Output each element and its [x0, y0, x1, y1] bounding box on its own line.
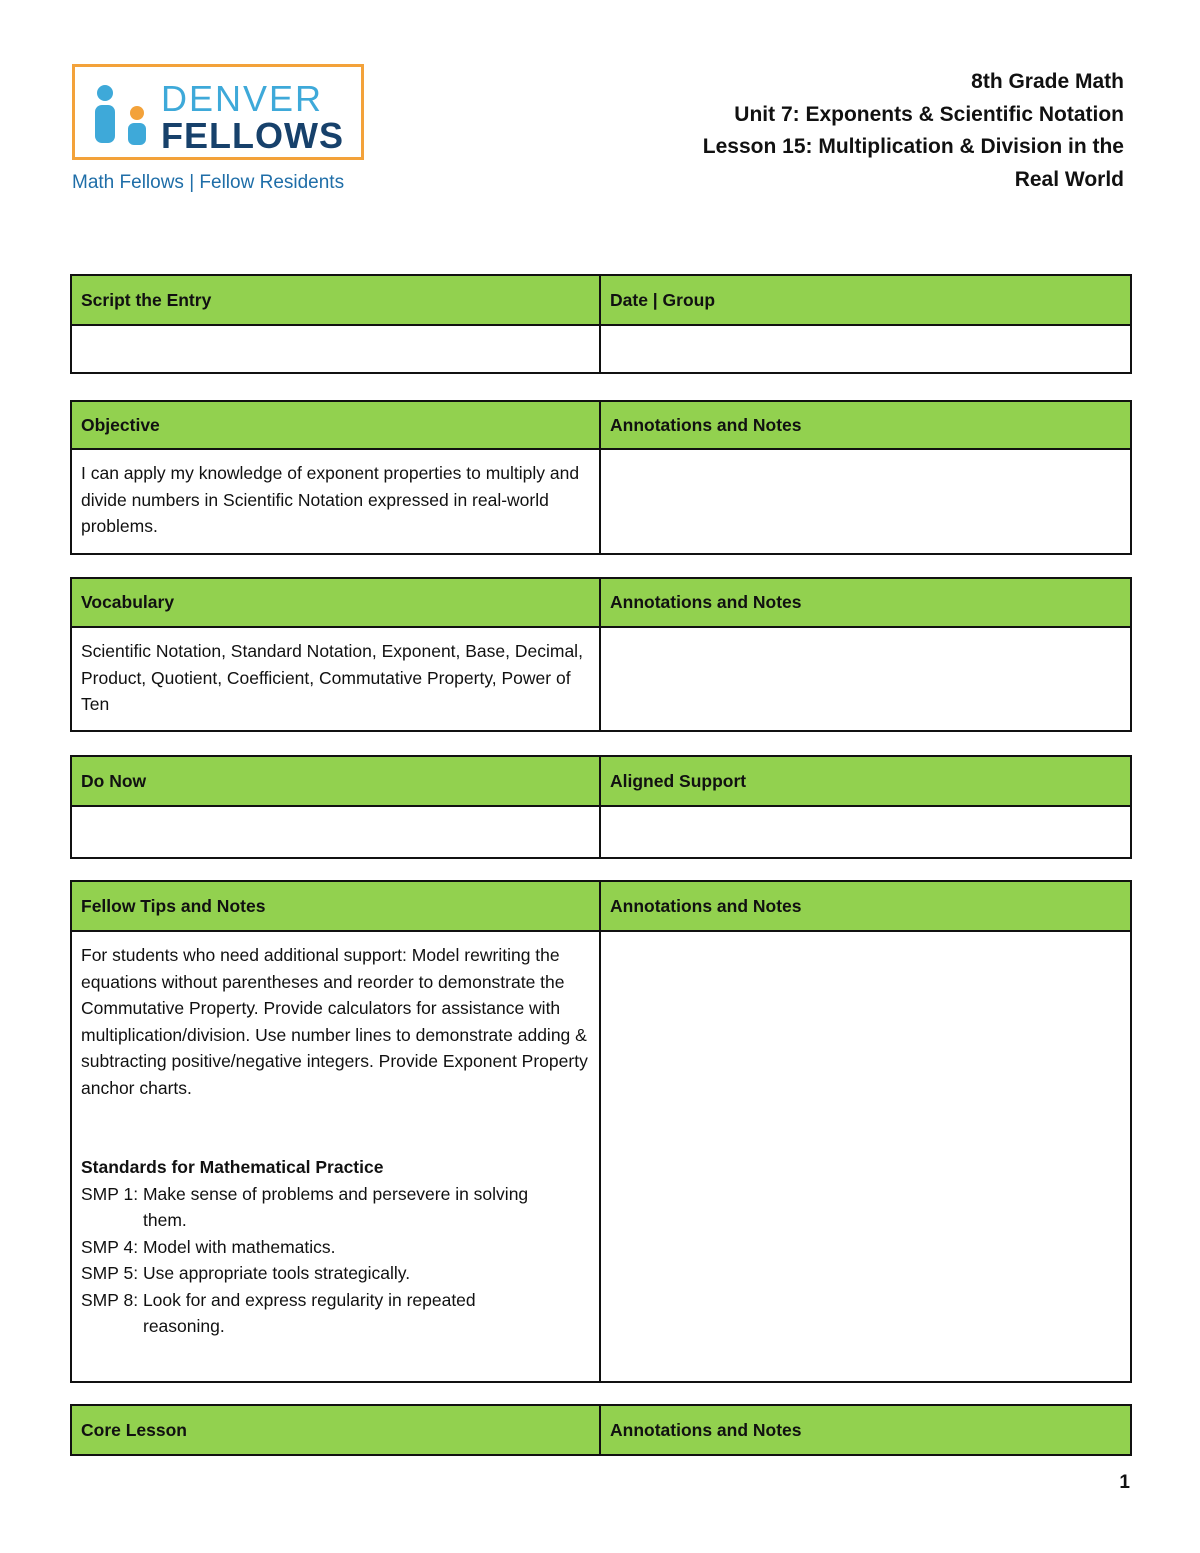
support-text: For students who need additional support: Model rewriting the equations without parentheses and reorder to demonstrate the Commutative Property. Provide calculators for assistance with multiplication/division. Use number lines to demonstrate adding & subtracting positive/negative integers. Provide Exponent Property anchor charts.: [81, 945, 588, 1098]
smp-1-label: SMP 1:: [81, 1183, 139, 1204]
smp-4-label: SMP 4:: [81, 1236, 139, 1257]
logo-denver-text: DENVER: [161, 78, 324, 119]
objective-text: I can apply my knowledge of exponent properties to multiply and divide numbers in Scientific Notation expressed in real-world problems.: [72, 450, 601, 553]
objective-table: [70, 400, 1132, 555]
vocabulary-table: [70, 577, 1132, 732]
core-annotations-header: Annotations and Notes: [601, 1406, 1130, 1454]
logo-fellows-text: FELLOWS: [161, 115, 344, 156]
aligned-support-header: Aligned Support: [601, 757, 1130, 807]
date-group-header: Date | Group: [601, 276, 1130, 326]
tips-annotations-header: Annotations and Notes: [601, 882, 1130, 932]
spacer: [81, 1101, 590, 1154]
tips-header: Fellow Tips and Notes: [72, 882, 601, 932]
tips-annotations-body[interactable]: [601, 932, 1130, 1381]
smp-5: [81, 1260, 590, 1287]
objective-annotations-header: Annotations and Notes: [601, 402, 1130, 450]
tips-table: [70, 880, 1132, 1383]
entry-body[interactable]: [72, 326, 601, 372]
core-lesson-header: Core Lesson: [72, 1406, 601, 1454]
smp-8-text: Look for and express regularity in repeated: [142, 1289, 476, 1310]
logo-tagline: Math Fellows | Fellow Residents: [72, 172, 345, 193]
header-grade: 8th Grade Math: [971, 70, 1124, 93]
entry-header: Script the Entry: [72, 276, 601, 326]
smp-4: [81, 1234, 590, 1261]
people-icon: [89, 83, 155, 149]
core-lesson-table: [70, 1404, 1132, 1456]
smp-8: [81, 1287, 590, 1314]
vocabulary-header: Vocabulary: [72, 579, 601, 628]
page-number: 1: [1119, 1472, 1130, 1493]
objective-annotations-body[interactable]: [601, 450, 1130, 553]
document-header: [703, 66, 1124, 196]
aligned-support-body[interactable]: [601, 807, 1130, 857]
do-now-header: Do Now: [72, 757, 601, 807]
do-now-body[interactable]: [72, 807, 601, 857]
smp-8-continuation: reasoning.: [143, 1316, 225, 1336]
do-now-table: [70, 755, 1132, 859]
smp-1-continuation: them.: [143, 1210, 187, 1230]
smp-1-text: Make sense of problems and persevere in solving: [142, 1183, 529, 1204]
vocabulary-annotations-body[interactable]: [601, 628, 1130, 730]
header-lesson: Lesson 15: Multiplication & Division in the: [702, 135, 1124, 158]
tips-body: [72, 932, 601, 1381]
denver-fellows-logo: [72, 64, 368, 194]
objective-header: Objective: [72, 402, 601, 450]
smp-1: [81, 1181, 590, 1208]
smp-5-label: SMP 5:: [81, 1263, 139, 1283]
header-lesson-cont: Real World: [1014, 167, 1124, 191]
smp-4-text: Model with mathematics.: [142, 1236, 336, 1257]
standards-title: Standards for Mathematical Practice: [81, 1157, 384, 1177]
vocabulary-annotations-header: Annotations and Notes: [601, 579, 1130, 628]
vocabulary-text: Scientific Notation, Standard Notation, Exponent, Base, Decimal, Product, Quotient, Coefficient, Commutative Property, Power of Ten: [72, 628, 601, 730]
smp-8-label: SMP 8:: [81, 1289, 139, 1310]
header-unit: Unit 7: Exponents & Scientific Notation: [734, 102, 1124, 126]
entry-table: [70, 274, 1132, 374]
date-group-body[interactable]: [601, 326, 1130, 372]
logo-frame: [72, 64, 364, 160]
smp-5-text: Use appropriate tools strategically.: [142, 1263, 411, 1283]
